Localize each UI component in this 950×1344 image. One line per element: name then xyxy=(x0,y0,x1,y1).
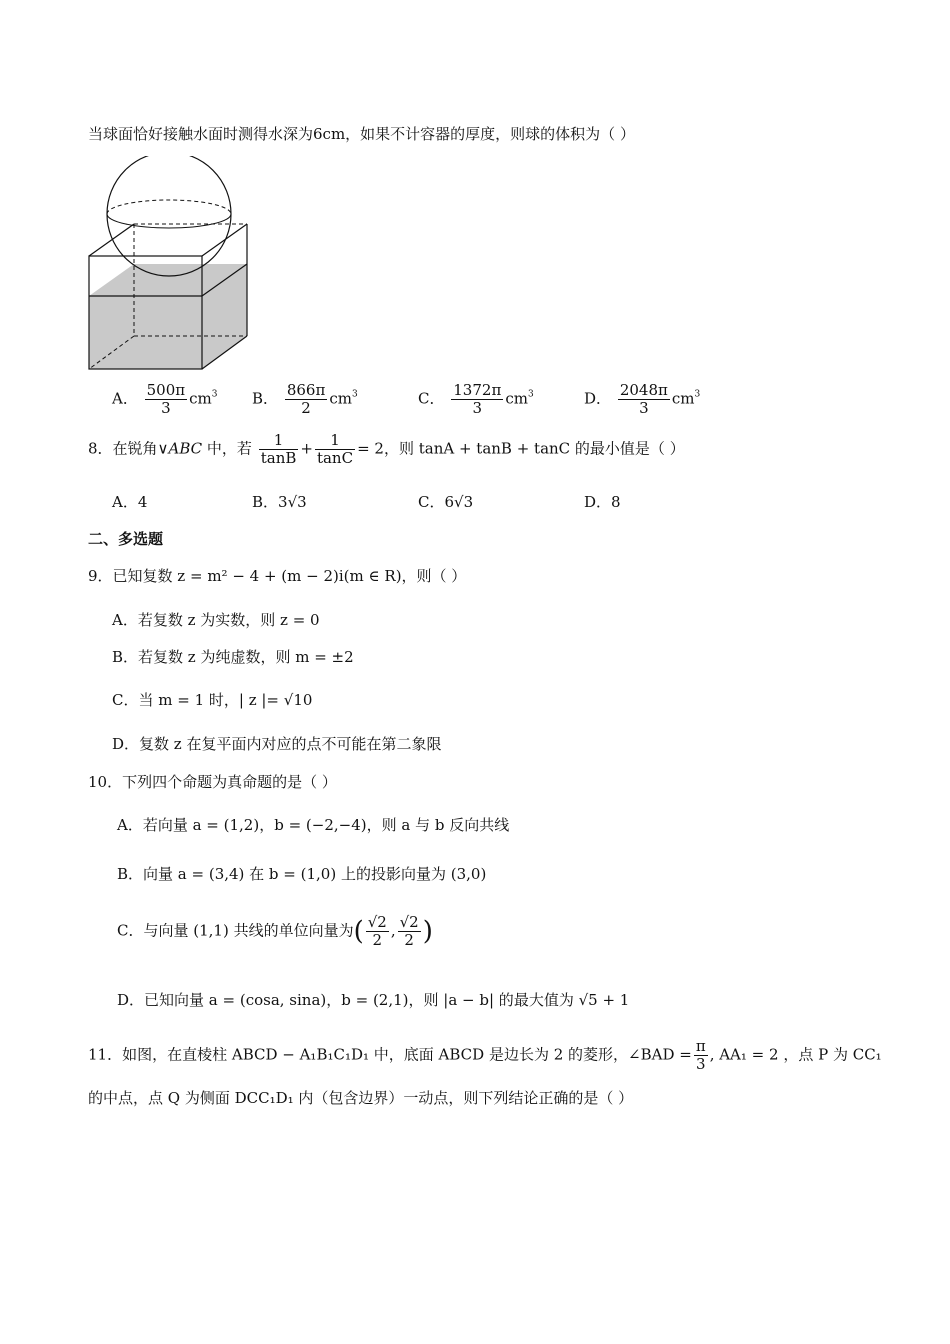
q7-option-a[interactable]: A． $\frac{500\pi}{3}$ $cm^3$ xyxy=(112,381,218,417)
q11-line2: 的中点，点 Q 为侧面 DCC₁D₁ 内（包含边界）一动点，则下列结论正确的是（ ） xyxy=(88,1089,634,1107)
q9-option-b[interactable]: B．若复数 z 为纯虚数，则 m = ±2 xyxy=(112,648,354,666)
q10-option-c[interactable]: C．与向量 (1,1) 共线的单位向量为( $\frac{√2}{2}$ , $\frac{√2}{2}$ ) xyxy=(117,913,433,949)
q10-stem: 10．下列四个命题为真命题的是（ ） xyxy=(88,773,337,791)
q11-line1: 11．如图，在直棱柱 ABCD − A₁B₁C₁D₁ 中，底面 ABCD 是边长为 2 的菱形，∠BAD = $\frac{\pi}{3}$ , AA₁ = 2 ，点 P 为 CC₁ xyxy=(88,1037,882,1073)
q8-stem: 8．在锐角∨ABC 中，若 $\frac{1}{\tan B}$ + $\frac{1}{\tan C}$ = 2，则 tanA + tanB + tanC 的最小值是（ ） xyxy=(88,431,685,467)
q8-option-a[interactable]: A．4 xyxy=(112,493,148,511)
sphere xyxy=(107,156,231,276)
q7-option-b[interactable]: B． $\frac{866\pi}{2}$ $cm^3$ xyxy=(252,381,358,417)
sphere-container-figure xyxy=(86,156,252,372)
water-front xyxy=(89,296,202,369)
q8-option-c[interactable]: C．6√3 xyxy=(418,493,474,511)
q10-option-b[interactable]: B．向量 a = (3,4) 在 b = (1,0) 上的投影向量为 (3,0) xyxy=(117,865,487,883)
q7-stem: 当球面恰好接触水面时测得水深为6cm，如果不计容器的厚度，则球的体积为（ ） xyxy=(88,125,635,143)
q10-option-d[interactable]: D．已知向量 a = (cosa, sina)，b = (2,1)，则 |a − b| 的最大值为 √5 + 1 xyxy=(117,991,630,1009)
q9-option-c[interactable]: C．当 m = 1 时，| z |= √10 xyxy=(112,691,313,709)
q9-stem: 9．已知复数 z = m² − 4 + (m − 2)i(m ∈ R)，则（ ） xyxy=(88,567,467,585)
q8-option-d[interactable]: D．8 xyxy=(584,493,621,511)
q8-option-b[interactable]: B．3√3 xyxy=(252,493,307,511)
q7-option-d[interactable]: D． $\frac{2048\pi}{3}$ $cm^3$ xyxy=(584,381,701,417)
q7-option-c[interactable]: C． $\frac{1372\pi}{3}$ $cm^3$ xyxy=(418,381,534,417)
section-heading-multi-choice: 二、多选题 xyxy=(88,530,164,548)
q9-option-a[interactable]: A．若复数 z 为实数，则 z = 0 xyxy=(112,611,320,629)
q9-option-d[interactable]: D．复数 z 在复平面内对应的点不可能在第二象限 xyxy=(112,735,442,753)
q10-option-a[interactable]: A．若向量 a = (1,2)，b = (−2,−4)，则 a 与 b 反向共线 xyxy=(117,816,510,834)
